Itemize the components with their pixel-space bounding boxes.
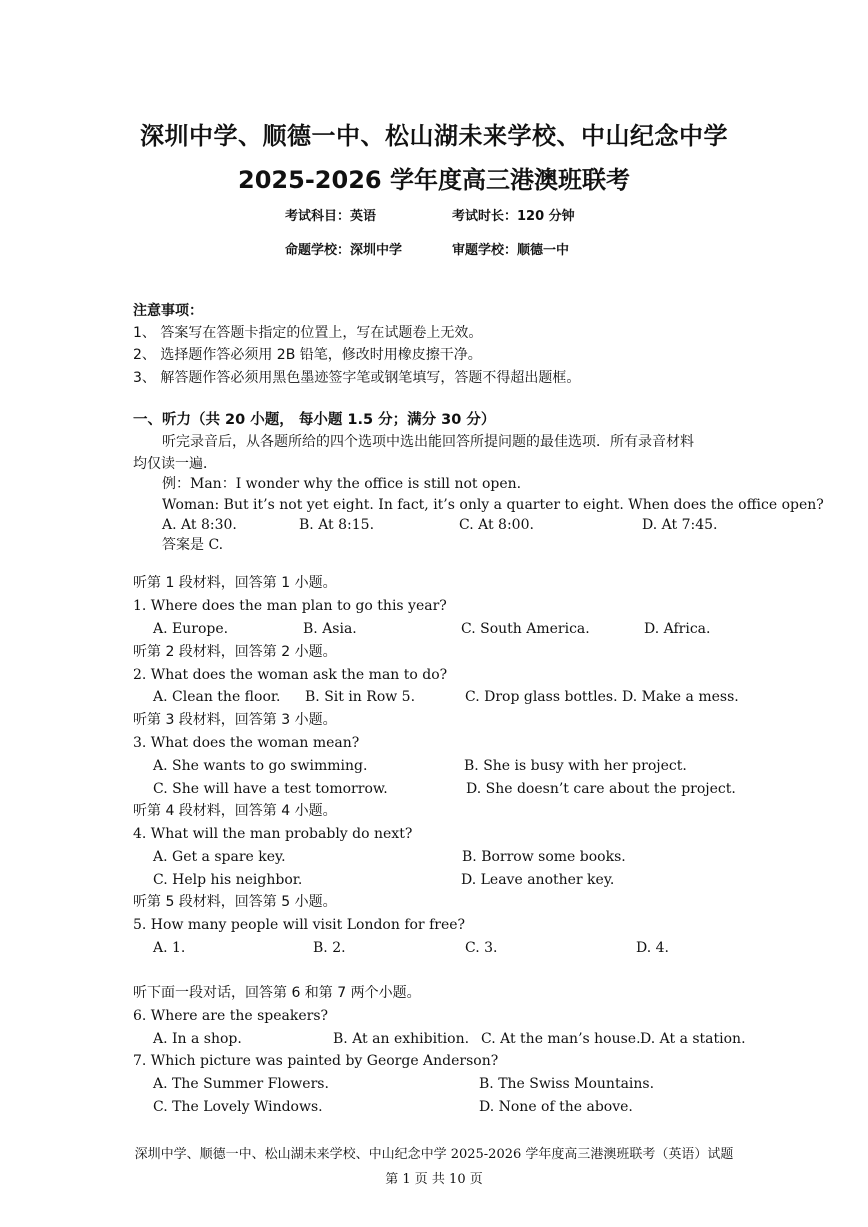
option: D. None of the above.: [479, 1099, 633, 1115]
exam-duration: 考试时长：120 分钟: [452, 209, 575, 224]
option: A. She wants to go swimming.: [153, 758, 368, 774]
option: B. 2.: [313, 940, 346, 956]
material-label: 听下面一段对话，回答第 6 和第 7 两个小题。: [133, 985, 421, 1001]
section-heading: 一、听力（共 20 小题， 每小题 1.5 分；满分 30 分）: [133, 412, 496, 428]
option: C. Help his neighbor.: [153, 872, 303, 888]
option: D. 4.: [636, 940, 669, 956]
option: A. Get a spare key.: [153, 849, 286, 865]
example-answer: 答案是 C.: [162, 537, 224, 553]
footer-title: 深圳中学、顺德一中、松山湖未来学校、中山纪念中学 2025-2026 学年度高三港澳班联考（英语）试题: [134, 1147, 734, 1162]
notice-item: 1、 答案写在答题卡指定的位置上，写在试题卷上无效。: [133, 325, 483, 341]
notice-item: 2、 选择题作答必须用 2B 铅笔，修改时用橡皮擦干净。: [133, 347, 482, 363]
option: C. The Lovely Windows.: [153, 1099, 323, 1115]
example-option: B. At 8:15.: [299, 517, 375, 533]
example-woman-line: Woman: But it’s not yet eight. In fact, it’s only a quarter to eight. When does the office open?: [162, 497, 824, 513]
notice-heading: 注意事项：: [133, 303, 203, 319]
question-7: 7. Which picture was painted by George Anderson?: [133, 1053, 499, 1069]
example-option: D. At 7:45.: [642, 517, 718, 533]
option: B. Asia.: [303, 621, 357, 637]
material-label: 听第 2 段材料，回答第 2 小题。: [133, 644, 337, 660]
notice-item: 3、 解答题作答必须用黑色墨迹签字笔或钢笔填写，答题不得超出题框。: [133, 370, 581, 386]
question-4: 4. What will the man probably do next?: [133, 826, 413, 842]
question-1: 1. Where does the man plan to go this year?: [133, 598, 447, 614]
option: B. Borrow some books.: [462, 849, 626, 865]
option: A. The Summer Flowers.: [153, 1076, 329, 1092]
question-5: 5. How many people will visit London for free?: [133, 917, 466, 933]
question-3: 3. What does the woman mean?: [133, 735, 360, 751]
option: C. At the man’s house.: [481, 1031, 641, 1047]
option: B. She is busy with her project.: [464, 758, 687, 774]
option: D. Africa.: [644, 621, 711, 637]
option: C. 3.: [465, 940, 498, 956]
page-number: 第 1 页 共 10 页: [385, 1172, 483, 1187]
option: D. She doesn’t care about the project.: [466, 781, 736, 797]
material-label: 听第 4 段材料，回答第 4 小题。: [133, 803, 337, 819]
option: C. Drop glass bottles.: [465, 689, 618, 705]
option: A. In a shop.: [153, 1031, 242, 1047]
reviewer-school: 审题学校：顺德一中: [452, 243, 570, 258]
option: A. Europe.: [153, 621, 229, 637]
option: A. 1.: [153, 940, 186, 956]
example-option: C. At 8:00.: [459, 517, 534, 533]
option: D. Make a mess.: [622, 689, 739, 705]
option: B. The Swiss Mountains.: [479, 1076, 655, 1092]
option: D. At a station.: [640, 1031, 746, 1047]
option: B. Sit in Row 5.: [305, 689, 416, 705]
exam-title-schools: 深圳中学、顺德一中、松山湖未来学校、中山纪念中学: [140, 122, 728, 150]
material-label: 听第 5 段材料，回答第 5 小题。: [133, 894, 337, 910]
option: D. Leave another key.: [461, 872, 615, 888]
question-6: 6. Where are the speakers?: [133, 1008, 329, 1024]
option: B. At an exhibition.: [333, 1031, 470, 1047]
setter-school: 命题学校：深圳中学: [285, 243, 403, 258]
exam-title-year: 2025-2026 学年度高三港澳班联考: [238, 166, 630, 194]
material-label: 听第 1 段材料，回答第 1 小题。: [133, 575, 337, 591]
exam-subject: 考试科目：英语: [285, 209, 377, 224]
option: A. Clean the floor.: [153, 689, 281, 705]
example-man-line: 例：Man：I wonder why the office is still not open.: [162, 476, 522, 492]
section-instruction: 听完录音后，从各题所给的四个选项中选出能回答所提问题的最佳选项．所有录音材料: [162, 434, 694, 450]
option: C. She will have a test tomorrow.: [153, 781, 388, 797]
material-label: 听第 3 段材料，回答第 3 小题。: [133, 712, 337, 728]
question-2: 2. What does the woman ask the man to do?: [133, 667, 448, 683]
example-option: A. At 8:30.: [162, 517, 237, 533]
section-instruction: 均仅读一遍．: [133, 456, 217, 472]
option: C. South America.: [461, 621, 590, 637]
